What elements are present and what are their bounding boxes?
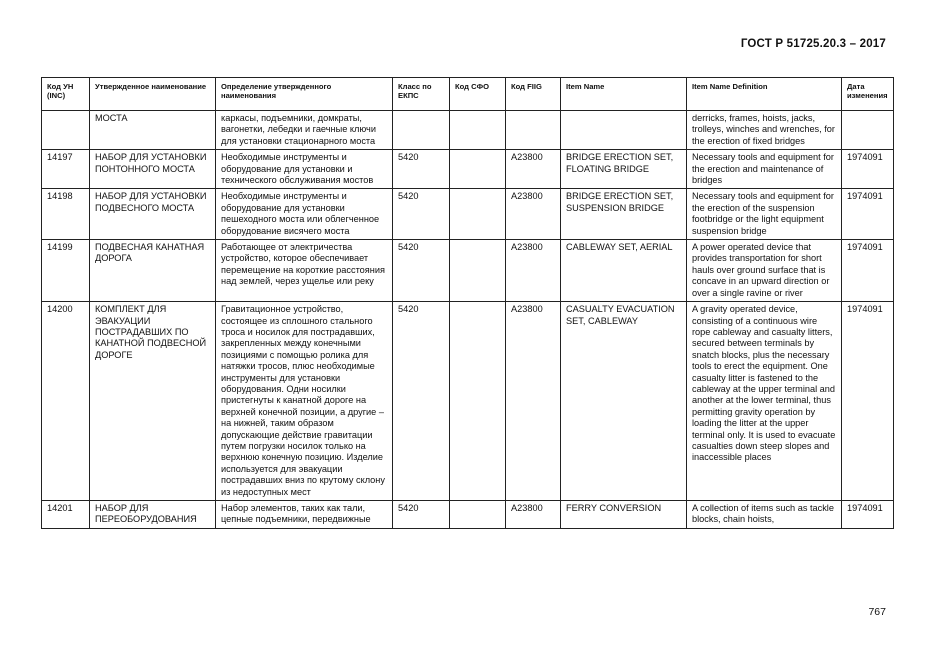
approved-name-cell: НАБОР ДЛЯ ПЕРЕОБОРУДОВАНИЯ	[90, 501, 216, 529]
column-header-sfo-code: Код СФО	[450, 78, 506, 111]
fiig-code-cell: A23800	[506, 189, 561, 240]
fiig-code-cell: A23800	[506, 150, 561, 189]
fiig-code-cell: A23800	[506, 501, 561, 529]
change-date-cell: 1974091	[842, 189, 894, 240]
sfo-code-cell	[450, 189, 506, 240]
item-name-cell: BRIDGE ERECTION SET, FLOATING BRIDGE	[561, 150, 687, 189]
item-name-cell: CASUALTY EVACUATION SET, CABLEWAY	[561, 302, 687, 501]
table-row	[42, 501, 894, 529]
name-definition-cell: Необходимые инструменты и оборудование для установки пешеходного моста или облегченное оборудование висячего моста	[216, 189, 393, 240]
inc-cell: 14201	[42, 501, 90, 529]
item-name-cell: CABLEWAY SET, AERIAL	[561, 240, 687, 302]
ekps-class-cell: 5420	[393, 150, 450, 189]
sfo-code-cell	[450, 150, 506, 189]
item-name-definition-cell: A gravity operated device, consisting of a continuous wire rope cableway and casualty litters, secured between terminals by snatch blocks, plus the necessary tools to erect the equipment. One casualty litter is fastened to the cableway at the upper terminal and another at the lower terminal, thus permitting gravity operation by loading the litter at the upper terminal only. It is used to evacuate casualties down steep slopes and inaccessible places	[687, 302, 842, 501]
item-name-cell	[561, 111, 687, 150]
page-number: 767	[868, 606, 886, 618]
inc-cell: 14198	[42, 189, 90, 240]
table-row	[42, 240, 894, 302]
name-definition-cell: Работающее от электричества устройство, которое обеспечивает перемещение на короткие расстояния над землей, через ущелье или реку	[216, 240, 393, 302]
document-standard-header: ГОСТ Р 51725.20.3 – 2017	[740, 38, 886, 50]
name-definition-cell: Гравитационное устройство, состоящее из сплошного стального троса и носилок для пострадавших, закрепленных между конечными позициями с помощью ролика для натяжки тросов, плюс необходимые инструменты для установки оборудования. Одни носилки пристегнуты к канатной дороге на верхней конечной позиции, а другие – на нижней, таким образом допускающие действие гравитации путем погрузки носилок только на верхнюю конечную позицию. Изделие используется для эвакуации пострадавших вниз по крутому склону из недоступных мест	[216, 302, 393, 501]
table-row	[42, 111, 894, 150]
item-name-definition-cell: A collection of items such as tackle blocks, chain hoists,	[687, 501, 842, 529]
inc-cell: 14199	[42, 240, 90, 302]
ekps-class-cell: 5420	[393, 501, 450, 529]
fiig-code-cell	[506, 111, 561, 150]
sfo-code-cell	[450, 501, 506, 529]
item-name-definition-cell: A power operated device that provides transportation for short hauls over ground surface that is concave in an upward direction or over a single ravine or river	[687, 240, 842, 302]
classification-table	[41, 77, 894, 529]
ekps-class-cell: 5420	[393, 302, 450, 501]
name-definition-cell: Набор элементов, таких как тали, цепные подъемники, передвижные	[216, 501, 393, 529]
item-name-definition-cell: Necessary tools and equipment for the erection of the suspension footbridge or the light equipment suspension bridge	[687, 189, 842, 240]
column-header-approved-name: Утвержденное наименование	[90, 78, 216, 111]
column-header-inc: Код УН (INC)	[42, 78, 90, 111]
sfo-code-cell	[450, 240, 506, 302]
table-row	[42, 302, 894, 501]
sfo-code-cell	[450, 302, 506, 501]
item-name-cell: FERRY CONVERSION	[561, 501, 687, 529]
table-header-row	[42, 78, 894, 111]
change-date-cell: 1974091	[842, 240, 894, 302]
item-name-definition-cell: derricks, frames, hoists, jacks, trolleys, winches and wrenches, for the erection of fixed bridges	[687, 111, 842, 150]
inc-cell	[42, 111, 90, 150]
ekps-class-cell: 5420	[393, 189, 450, 240]
ekps-class-cell	[393, 111, 450, 150]
table-row	[42, 189, 894, 240]
fiig-code-cell: A23800	[506, 302, 561, 501]
column-header-item-name: Item Name	[561, 78, 687, 111]
approved-name-cell: МОСТА	[90, 111, 216, 150]
column-header-ekps-class: Класс по ЕКПС	[393, 78, 450, 111]
inc-cell: 14200	[42, 302, 90, 501]
fiig-code-cell: A23800	[506, 240, 561, 302]
column-header-name-definition: Определение утвержденного наименования	[216, 78, 393, 111]
item-name-definition-cell: Necessary tools and equipment for the erection and maintenance of bridges	[687, 150, 842, 189]
change-date-cell: 1974091	[842, 501, 894, 529]
item-name-cell: BRIDGE ERECTION SET, SUSPENSION BRIDGE	[561, 189, 687, 240]
approved-name-cell: ПОДВЕСНАЯ КАНАТНАЯ ДОРОГА	[90, 240, 216, 302]
change-date-cell: 1974091	[842, 150, 894, 189]
approved-name-cell: КОМПЛЕКТ ДЛЯ ЭВАКУАЦИИ ПОСТРАДАВШИХ ПО КАНАТНОЙ ПОДВЕСНОЙ ДОРОГЕ	[90, 302, 216, 501]
approved-name-cell: НАБОР ДЛЯ УСТАНОВКИ ПОДВЕСНОГО МОСТА	[90, 189, 216, 240]
column-header-change-date: Дата изменения	[842, 78, 894, 111]
name-definition-cell: каркасы, подъемники, домкраты, вагонетки, лебедки и гаечные ключи для установки стационарного моста	[216, 111, 393, 150]
approved-name-cell: НАБОР ДЛЯ УСТАНОВКИ ПОНТОННОГО МОСТА	[90, 150, 216, 189]
sfo-code-cell	[450, 111, 506, 150]
column-header-item-name-definition: Item Name Definition	[687, 78, 842, 111]
column-header-fiig-code: Код FIIG	[506, 78, 561, 111]
inc-cell: 14197	[42, 150, 90, 189]
table-row	[42, 150, 894, 189]
name-definition-cell: Необходимые инструменты и оборудование для установки и технического обслуживания мостов	[216, 150, 393, 189]
change-date-cell: 1974091	[842, 302, 894, 501]
ekps-class-cell: 5420	[393, 240, 450, 302]
change-date-cell	[842, 111, 894, 150]
